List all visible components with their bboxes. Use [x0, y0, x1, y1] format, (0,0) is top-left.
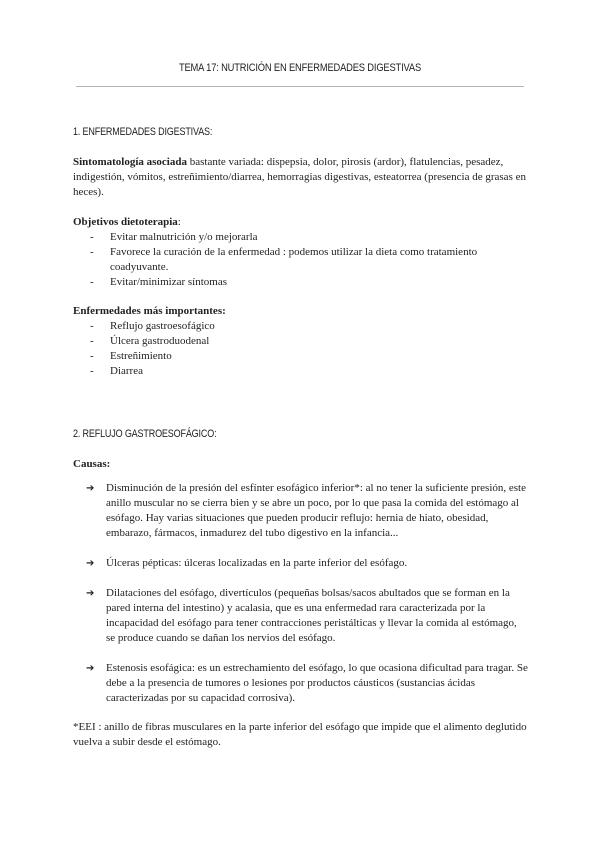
sintomatologia-paragraph — [73, 155, 528, 200]
arrow-right-icon: ➔ — [86, 558, 95, 569]
objetivos-block — [73, 215, 528, 290]
dash-bullet: - — [90, 335, 94, 347]
enfermedades-label: Enfermedades más importantes: — [73, 305, 226, 317]
causas-label-row — [73, 457, 528, 472]
dash-bullet: - — [90, 320, 94, 332]
list-item: ➔ Estenosis esofágica: es un estrechamiento del esófago, lo que ocasiona dificultad para tragar. Se debe a la presencia de tumores o lesiones por productos cáusticos (sustancias ácidas caracterizadas por su capacidad corrosiva). — [86, 662, 528, 704]
section-1-heading: 1. ENFERMEDADES DIGESTIVAS: — [73, 126, 213, 138]
list-item: ➔ Disminución de la presión del esfínter esofágico inferior*: al no tener la suficiente presión, este anillo muscular no se cierra bien y se abre un poco, por lo que pasa la comida del estómago al esófago. Hay varias situaciones que pueden producir reflujo: hernia de hiato, obesidad, embarazo, fármacos, inmadurez del tubo digestivo en la infancia... — [86, 482, 526, 539]
title-divider — [76, 86, 524, 87]
dash-bullet: - — [90, 276, 94, 288]
section-2-heading: 2. REFLUJO GASTROESOFÁGICO: — [73, 428, 217, 440]
list-item: - Evitar/minimizar síntomas — [90, 276, 228, 288]
arrow-right-icon: ➔ — [86, 588, 95, 599]
dash-bullet: - — [90, 246, 94, 258]
causas-label: Causas: — [73, 458, 111, 470]
list-item: - Estreñimiento — [90, 350, 172, 362]
dash-bullet: - — [90, 231, 94, 243]
list-item: - Reflujo gastroesofágico — [90, 320, 215, 332]
objetivos-colon: : — [177, 216, 181, 228]
sintomatologia-label: Sintomatología asociada — [73, 156, 187, 168]
objetivos-list — [73, 230, 528, 290]
arrow-right-icon: ➔ — [86, 663, 95, 674]
list-item: - Evitar malnutrición y/o mejorarla — [90, 231, 258, 243]
dash-bullet: - — [90, 350, 94, 362]
list-item: - Úlcera gastroduodenal — [90, 335, 210, 347]
list-item: ➔ Úlceras pépticas: úlceras localizadas en la parte inferior del esófago. — [86, 557, 408, 569]
list-item: - Diarrea — [90, 365, 143, 377]
page-title: TEMA 17: NUTRICIÓN EN ENFERMEDADES DIGESTIVAS — [178, 62, 422, 74]
enfermedades-list — [73, 319, 528, 379]
list-item: - Favorece la curación de la enfermedad : podemos utilizar la dieta como tratamiento coadyuvante. — [90, 246, 478, 273]
enfermedades-block — [73, 304, 528, 379]
arrow-right-icon: ➔ — [86, 483, 95, 494]
list-item: ➔ Dilataciones del esófago, divertículos (pequeñas bolsas/sacos abultados que se forman en la pared interna del intestino) y acalasia, que es una enfermedad rara caracterizada por la incapacidad del esófago para tener contracciones peristálticas y llevar la comida al estómago, se produce cuando se dañan los nervios del esófago. — [86, 587, 517, 644]
causas-list — [86, 481, 528, 721]
footnote: *EEI : anillo de fibras musculares en la parte inferior del esófago que impide que el alimento deglutido vuelva a subir desde el estómago. — [73, 721, 527, 748]
dash-bullet: - — [90, 365, 94, 377]
sintomatologia-text: bastante variada: dispepsia, dolor, pirosis (ardor), flatulencias, pesadez, indigestión, vómitos, estreñimiento/diarrea, hemorragias digestivas, esteatorrea (presencia de grasas en heces). — [73, 156, 526, 198]
objetivos-label: Objetivos dietoterapia — [73, 216, 178, 228]
